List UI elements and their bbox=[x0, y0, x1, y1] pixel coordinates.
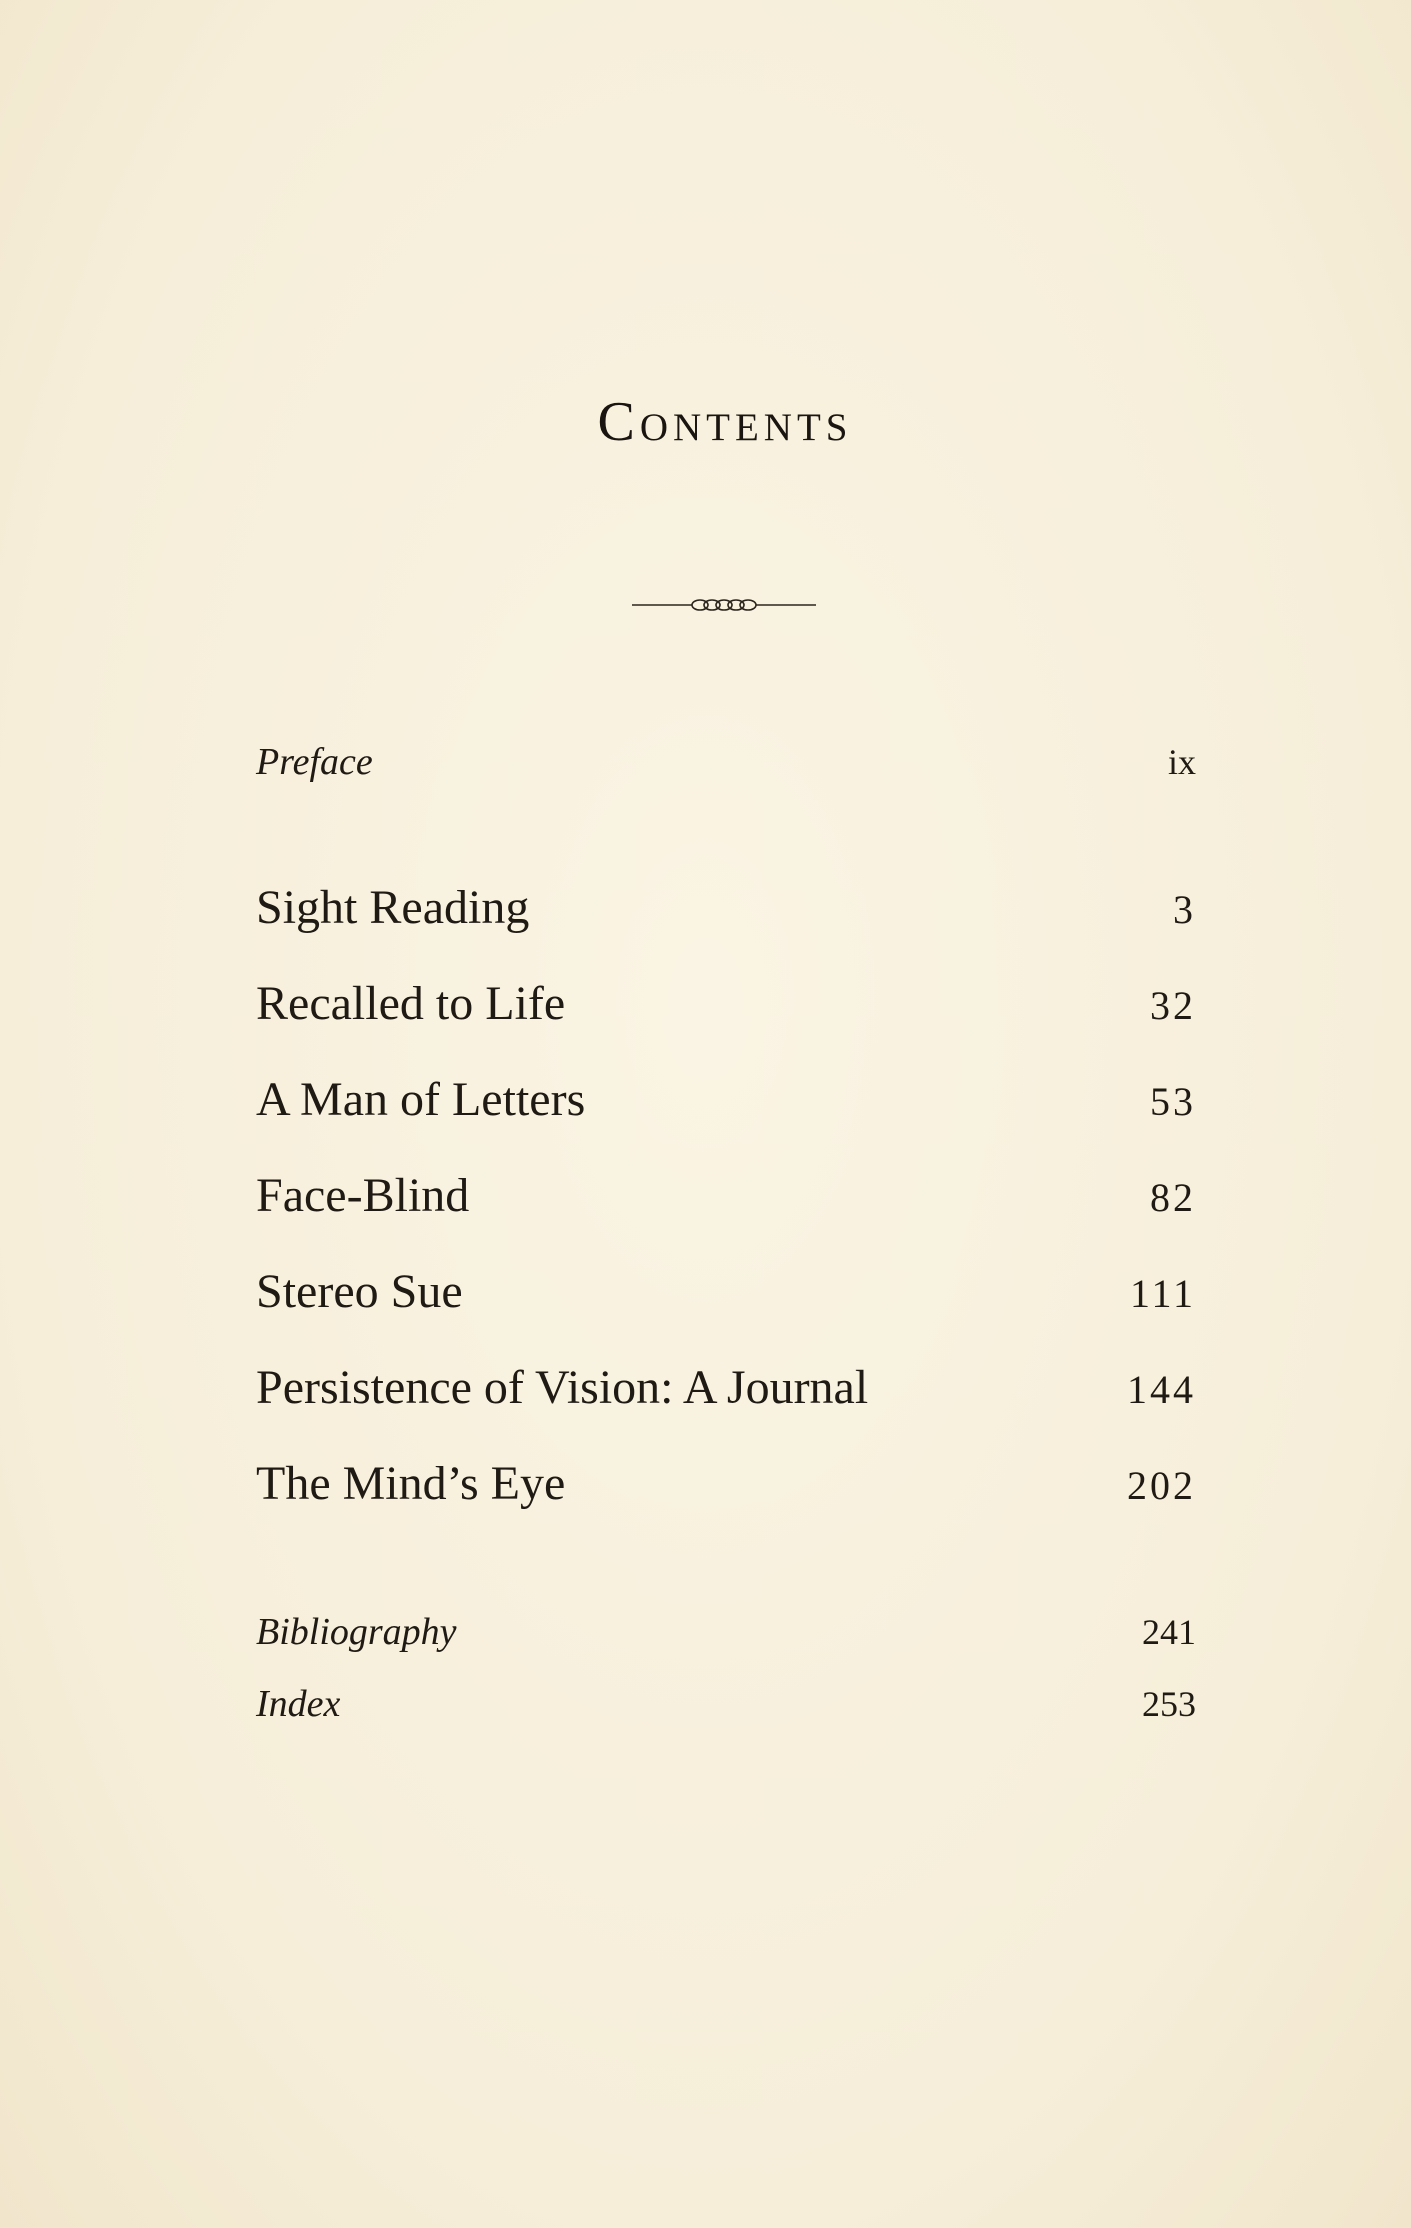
toc-entry-page: ix bbox=[1167, 742, 1196, 782]
toc-entry-title: Index bbox=[256, 1683, 341, 1725]
toc-entry-page: 111 bbox=[1129, 1271, 1196, 1316]
toc-entry-title: Preface bbox=[256, 741, 373, 783]
toc-entry-page: 53 bbox=[1150, 1079, 1196, 1124]
toc-entry-chapter[interactable] bbox=[256, 976, 1196, 1036]
toc-entry-title: Bibliography bbox=[256, 1611, 457, 1653]
toc-entry-bibliography[interactable] bbox=[256, 1610, 1196, 1670]
toc-entry-title: Face-Blind bbox=[256, 1169, 470, 1222]
toc-entry-chapter[interactable] bbox=[256, 1264, 1196, 1324]
toc-entry-page: 82 bbox=[1150, 1175, 1196, 1220]
knot-divider-icon bbox=[632, 590, 816, 620]
toc-entry-chapter[interactable] bbox=[256, 1456, 1196, 1516]
toc-entry-title: The Mind’s Eye bbox=[256, 1457, 566, 1510]
toc-entry-chapter[interactable] bbox=[256, 1360, 1196, 1420]
toc-entry-index[interactable] bbox=[256, 1682, 1196, 1742]
toc-entry-chapter[interactable] bbox=[256, 880, 1196, 940]
toc-entry-chapter[interactable] bbox=[256, 1072, 1196, 1132]
toc-entry-title: A Man of Letters bbox=[256, 1073, 586, 1126]
toc-entry-title: Recalled to Life bbox=[256, 977, 566, 1030]
page-title: Contents bbox=[597, 391, 853, 453]
toc-entry-page: 32 bbox=[1150, 983, 1196, 1028]
toc-entry-title: Persistence of Vision: A Journal bbox=[256, 1361, 869, 1414]
toc-entry-page: 144 bbox=[1127, 1367, 1196, 1412]
toc-entry-title: Stereo Sue bbox=[256, 1265, 463, 1318]
toc-entry-preface[interactable] bbox=[256, 740, 1196, 800]
toc-entry-chapter[interactable] bbox=[256, 1168, 1196, 1228]
toc-entry-page: 241 bbox=[1142, 1612, 1196, 1652]
toc-entry-page: 253 bbox=[1142, 1684, 1196, 1724]
toc-entry-page: 3 bbox=[1173, 887, 1196, 932]
toc-entry-title: Sight Reading bbox=[256, 881, 530, 934]
toc-entry-page: 202 bbox=[1127, 1463, 1196, 1508]
